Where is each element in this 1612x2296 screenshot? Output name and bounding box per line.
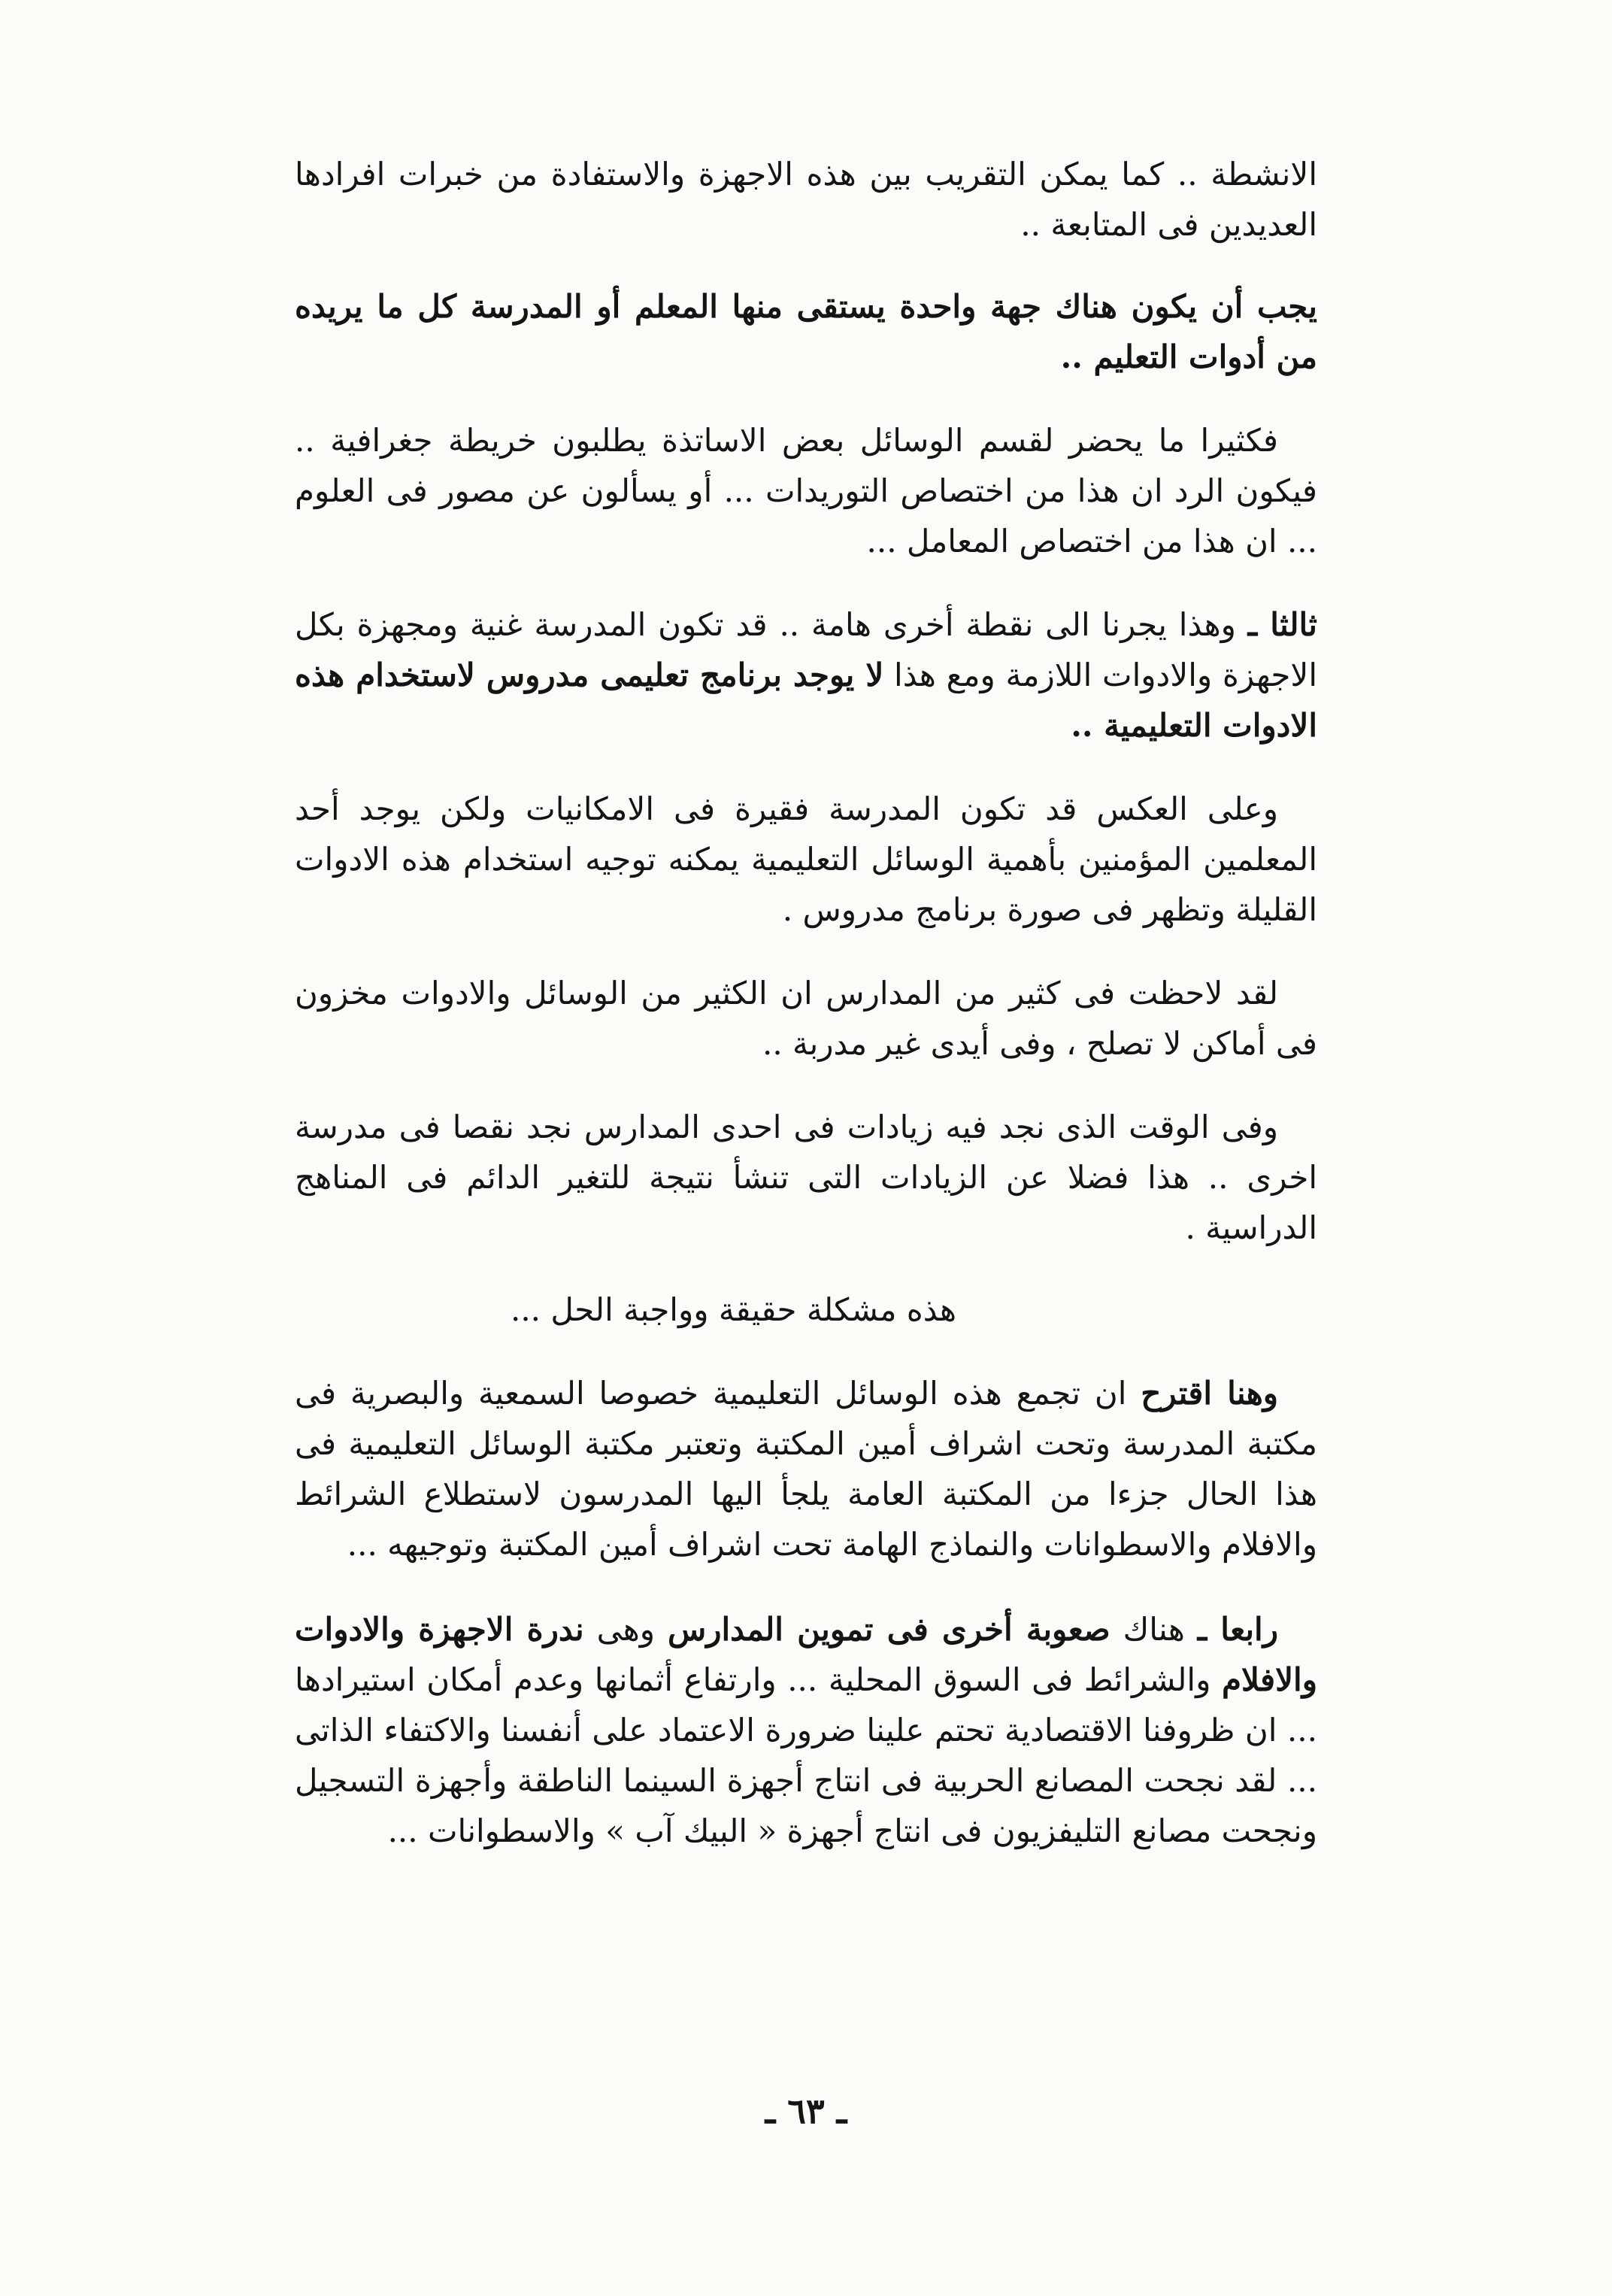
paragraph-6: لقد لاحظت فى كثير من المدارس ان الكثير من الوسائل والادوات مخزون فى أماكن لا تصلح ، وفى أيدى غير مدربة .. [295,975,1317,1062]
paragraph-1: الانشطة .. كما يمكن التقريب بين هذه الاجهزة والاستفادة من خبرات افرادها العديدين فى المتابعة .. [295,156,1317,243]
fourth-point-bold-2: ندرة الاجهزة والادوات والافلام [295,1611,1317,1698]
paragraph-3: فكثيرا ما يحضر لقسم الوسائل بعض الاساتذة يطلبون خريطة جغرافية .. فيكون الرد ان هذا من اختصاص التوريدات ... أو يسألون عن مصور فى العلوم ... ان هذا من اختصاص المعامل ... [295,422,1317,560]
fourth-point-bold-1: صعوبة أخرى فى تموين المدارس [667,1611,1111,1648]
suggestion-text: ان تجمع هذه الوسائل التعليمية خصوصا السمعية والبصرية فى مكتبة المدرسة وتحت اشراف أمين المكتبة وتعتبر مكتبة الوسائل التعليمية فى هذا الحال جزءا من المكتبة العامة يلجأ اليها المدرسون لاستطلاع الشرائط والافلام والاسطوانات والنماذج الهامة تحت اشراف أمين المكتبة وتوجيهه ... [295,1375,1317,1563]
paragraph-5: وعلى العكس قد تكون المدرسة فقيرة فى الامكانيات ولكن يوجد أحد المعلمين المؤمنين بأهمية الوسائل التعليمية يمكنه توجيه استخدام هذه الادوات القليلة وتظهر فى صورة برنامج مدروس . [295,790,1317,928]
page-number: ـ ٦٣ ـ [765,2091,847,2131]
paragraph-4-third-point [295,599,1317,751]
fourth-point-text-3: والشرائط فى السوق المحلية ... وارتفاع أثمانها وعدم أمكان استيرادها ... ان ظروفنا الاقتصادية تحتم علينا ضرورة الاعتماد على أنفسنا والاكتفاء الذاتى ... لقد نجحت المصانع الحربية فى انتاج أجهزة السينما الناطقة وأجهزة التسجيل ونجحت مصانع التليفزيون فى انتاج أجهزة « البيك آب » والاسطوانات ... [295,1661,1317,1849]
paragraph-8: هذه مشكلة حقيقة وواجبة الحل ... [510,1291,956,1328]
suggestion-lead: وهنا اقترح [1141,1375,1278,1412]
paragraph-2-bold-statement: يجب أن يكون هناك جهة واحدة يستقى منها المعلم أو المدرسة كل ما يريده من أدوات التعليم .. [295,288,1317,375]
third-point-lead: ثالثا ـ [1247,606,1317,643]
third-point-bold-text: لا يوجد برنامج تعليمى مدروس لاستخدام هذه الادوات التعليمية .. [295,657,1317,744]
paragraph-7: وفى الوقت الذى نجد فيه زيادات فى احدى المدارس نجد نقصا فى مدرسة اخرى .. هذا فضلا عن الزيادات التى تنشأ نتيجة للتغير الدائم فى المناهج الدراسية . [295,1109,1317,1246]
fourth-point-text-2: وهى [583,1611,668,1648]
fourth-point-lead: رابعا ـ [1197,1611,1278,1648]
body-text-column [295,149,1317,1856]
third-point-text: وهذا يجرنا الى نقطة أخرى هامة .. قد تكون المدرسة غنية ومجهزة بكل الاجهزة والادوات اللازمة ومع هذا [295,606,1317,693]
paragraph-10-fourth-point [295,1604,1317,1856]
paragraph-9-suggestion [295,1368,1317,1570]
fourth-point-text-1: هناك [1110,1611,1198,1648]
